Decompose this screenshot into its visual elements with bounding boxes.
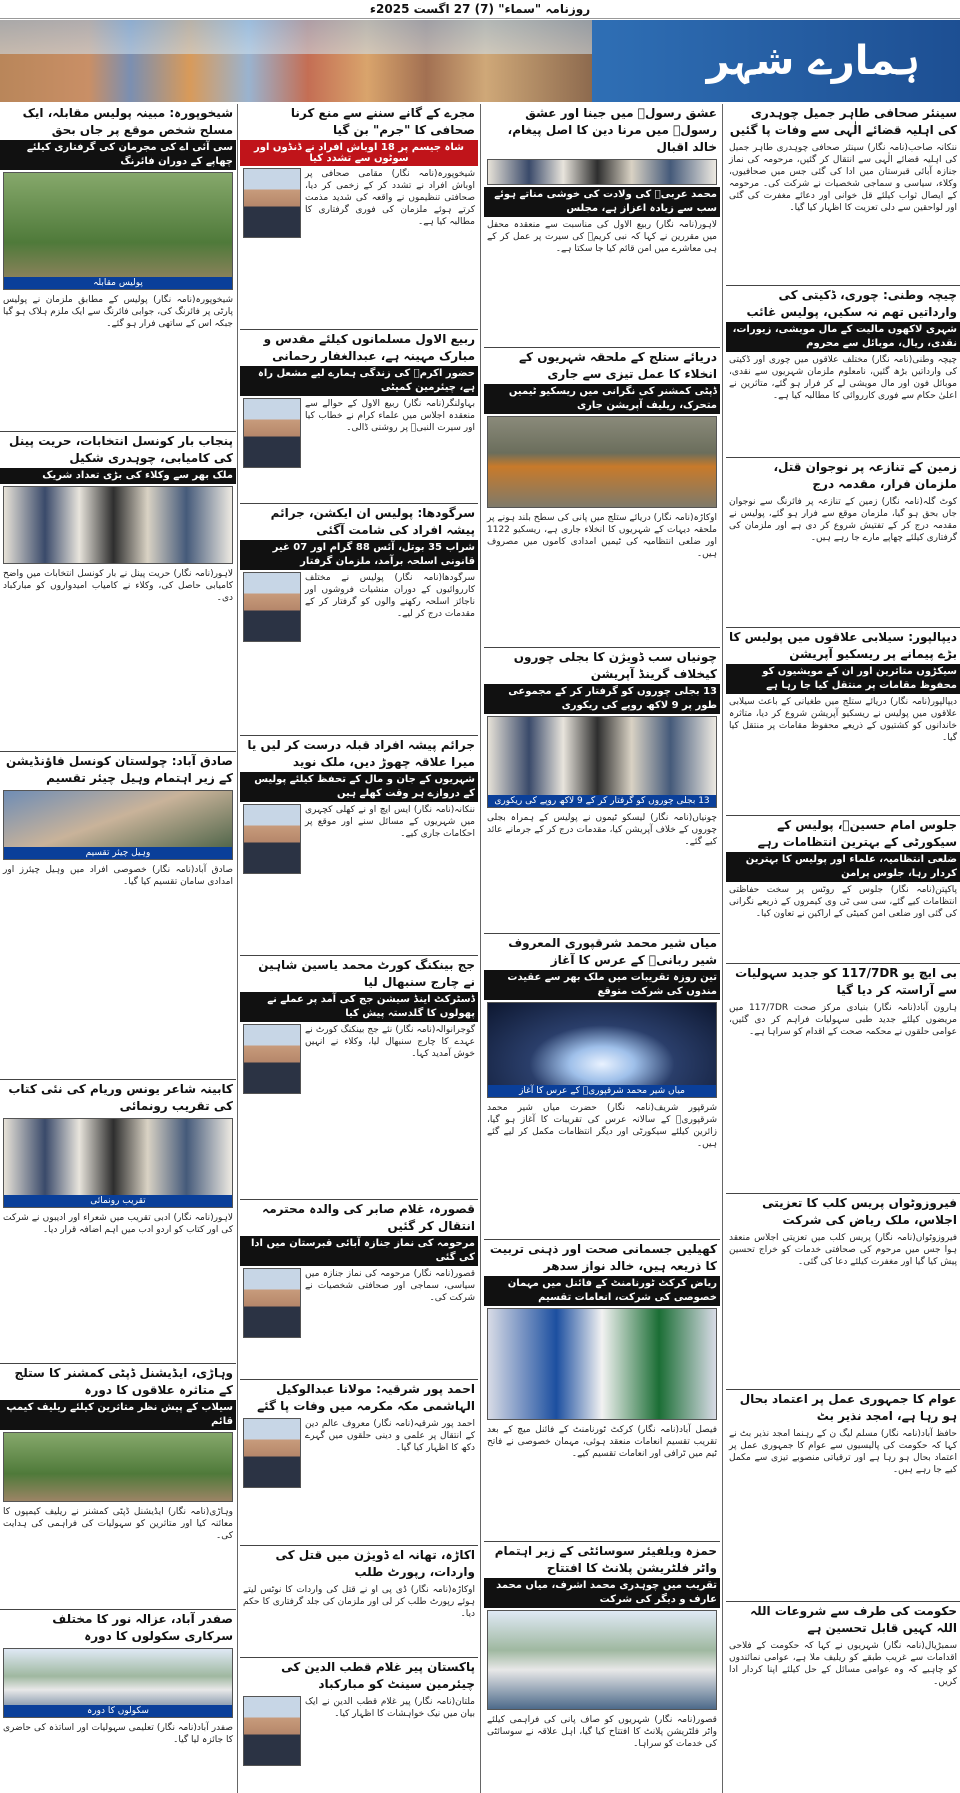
article xyxy=(484,348,720,648)
inauguration-photo xyxy=(487,1610,717,1710)
article-body: لاہور(نامہ نگار) ربیع الاول کی مناسبت سے منعقدہ محفل میں مقررین نے کہا کہ نبی کریمؐ کی سیرت پر عمل کر کے ہی معاشرے میں امن قائم کیا جا سکتا ہے۔ xyxy=(487,220,717,254)
police-photo xyxy=(3,172,233,290)
rescue-photo xyxy=(487,416,717,508)
article-body: قصور(نامہ نگار) مرحومہ کی نماز جنازہ میں سیاسی، سماجی اور صحافتی شخصیات نے شرکت کی۔ xyxy=(305,1269,475,1303)
lawyers-photo xyxy=(3,486,233,564)
headline: بی ایچ یو 117/7DR کو جدید سہولیات سے آراستہ کر دیا گیا xyxy=(735,966,957,997)
photo-caption: سکولوں کا دورہ xyxy=(4,1705,232,1717)
article-body: اوکاڑہ(نامہ نگار) دریائے ستلج میں پانی کی سطح بلند ہونے پر ملحقہ دیہات کے شہریوں کا انخلاء جاری ہے، ریسکیو 1122 اور ضلعی انتظامیہ کی ٹیمیں امدادی کاموں میں مصروف ہیں۔ xyxy=(487,513,717,559)
article xyxy=(726,1194,960,1390)
person-portrait xyxy=(243,804,301,874)
article xyxy=(240,1200,478,1380)
article xyxy=(240,736,478,956)
columns xyxy=(0,104,960,1793)
subheadline: ڈپٹی کمشنر کی نگرانی میں ریسکیو ٹیمیں متحرک، ریلیف آپریشن جاری xyxy=(484,384,720,414)
headline: مجرے کے گانے سننے سے منع کرنا صحافی کا "جرم" بن گیا xyxy=(290,106,475,137)
event-photo xyxy=(487,159,717,185)
subheadline: سیکڑوں متاثرین اور ان کے مویشیوں کو محفوظ مقامات پر منتقل کیا جا رہا ہے xyxy=(726,664,960,694)
section-title: ہمارے شہر xyxy=(592,20,960,102)
article xyxy=(484,104,720,348)
article-body: دیپالپور(نامہ نگار) دریائے ستلج میں طغیانی کے باعث سیلابی علاقوں میں پولیس نے ریسکیو آپریشن شروع کر دیا، متاثرہ خاندانوں کو کشتیوں کے ذریعے محفوظ مقامات پر منتقل کیا گیا۔ xyxy=(729,697,957,743)
photo-caption: تقریب رونمائی xyxy=(4,1195,232,1207)
headline: سرگودھا: پولیس ان ایکشن، جرائم پیشہ افراد کی شامت آگئی xyxy=(270,506,475,537)
article xyxy=(0,752,236,1080)
article xyxy=(484,1240,720,1542)
article-body: ننکانہ(نامہ نگار) ایس ایچ او نے کھلی کچہری میں شہریوں کے مسائل سنے اور موقع پر احکامات جاری کیے۔ xyxy=(305,805,475,839)
headline: کھیلیں جسمانی صحت اور ذہنی تربیت کا ذریعہ ہیں، خالد نواز سدھر xyxy=(489,1242,717,1273)
headline: زمین کے تنازعہ پر نوجوان قتل، ملزمان فرار، مقدمہ درج xyxy=(773,460,957,491)
article xyxy=(484,1542,720,1793)
subheadline: ضلعی انتظامیہ، علماء اور پولیس کا بہترین کردار رہا، جلوس پرامن xyxy=(726,852,960,882)
school-visit-photo xyxy=(3,1648,233,1718)
headline: جج بینکنگ کورٹ محمد یاسین شاہین نے چارج سنبھال لیا xyxy=(258,958,475,989)
wheelchair-photo xyxy=(3,790,233,860)
subheadline: محمد عربیؐ کی ولادت کی خوشی مناتے ہوئے سب سے زیادہ اعزاز ہے، مجلس xyxy=(484,187,720,217)
headline: پنجاب بار کونسل انتخابات، حریت پینل کی کامیابی، چوہدری شکیل xyxy=(9,434,233,465)
headline: پاکستان پیر غلام قطب الدین کی چیئرمین سینٹ کو مبارکباد xyxy=(281,1660,475,1691)
book-launch-photo xyxy=(3,1118,233,1208)
article-body: لاہور(نامہ نگار) حریت پینل نے بار کونسل انتخابات میں واضح کامیابی حاصل کی، وکلاء نے کامیاب امیدواروں کو مبارکباد دی۔ xyxy=(3,569,233,603)
headline: سینئر صحافی طاہر جمیل چوہدری کی اہلیہ قضائے الٰہی سے وفات پا گئیں xyxy=(729,106,957,137)
photo-caption: میاں شیر محمد شرقپوریؒ کے عرس کا آغاز xyxy=(488,1085,716,1097)
article xyxy=(0,104,236,432)
headline: قصورہ، غلام صابر کی والدہ محترمہ انتقال کر گئیں xyxy=(262,1202,475,1233)
headline: دیپالپور: سیلابی علاقوں میں پولیس کا بڑے پیمانے پر ریسکیو آپریشن xyxy=(729,630,957,661)
headline: صادق آباد: چولستان کونسل فاؤنڈیشن کے زیر اہتمام وہیل چیئر تقسیم xyxy=(5,754,233,785)
article xyxy=(726,1602,960,1793)
subheadline: شاہ جیسم پر 18 اوباش افراد نے ڈنڈوں اور سوٹوں سے تشدد کیا xyxy=(240,140,478,166)
article xyxy=(726,628,960,816)
headline: اکاڑہ، تھانہ اے ڈویژن میں قتل کی واردات، رپورٹ طلب xyxy=(275,1548,475,1579)
article xyxy=(240,504,478,736)
article xyxy=(240,1658,478,1793)
article-body: شیخوپورہ(نامہ نگار) مقامی صحافی پر اوباش افراد نے تشدد کر کے زخمی کر دیا، صحافتی تنظیموں نے واقعہ کی شدید مذمت کرتے ہوئے ملزمان کی فوری گرفتاری کا مطالبہ کیا ہے۔ xyxy=(305,169,475,227)
headline: ربیع الاول مسلمانوں کیلئے مقدس و مبارک مہینہ ہے، عبدالغفار رحمانی xyxy=(263,332,475,363)
article-body: قصور(نامہ نگار) شہریوں کو صاف پانی کی فراہمی کیلئے واٹر فلٹریشن پلانٹ کا افتتاح کیا گیا، اہل علاقہ نے سوسائٹی کی خدمات کو سراہا۔ xyxy=(487,1715,717,1749)
article-body: فیروزوٹواں(نامہ نگار) پریس کلب میں تعزیتی اجلاس منعقد ہوا جس میں مرحوم کی صحافتی خدمات کو خراج تحسین پیش کیا گیا اور مغفرت کیلئے دعا کی گئی۔ xyxy=(729,1233,957,1267)
subheadline: ملک بھر سے وکلاء کی بڑی تعداد شریک xyxy=(0,468,236,484)
banner xyxy=(0,20,960,102)
banner-city-photos xyxy=(0,20,592,102)
article-body: چونیاں(نامہ نگار) لیسکو ٹیموں نے پولیس کے ہمراہ بجلی چوروں کے خلاف آپریشن کیا، مقدمات درج کر کے جرمانے عائد کیے گئے۔ xyxy=(487,813,717,847)
subheadline: ڈسٹرکٹ اینڈ سیشن جج کی آمد پر عملے نے پھولوں کا گلدستہ پیش کیا xyxy=(240,992,478,1022)
article xyxy=(240,104,478,330)
article-body: اوکاڑہ(نامہ نگار) ڈی پی او نے قتل کی واردات کا نوٹس لیتے ہوئے رپورٹ طلب کر لی اور ملزمان کی جلد گرفتاری کا حکم دیا۔ xyxy=(243,1585,475,1619)
article-body: سمبڑیال(نامہ نگار) شہریوں نے کہا کہ حکومت کے فلاحی اقدامات سے غریب طبقے کو ریلیف ملا ہے، عوامی نمائندوں کو چاہیے کہ وہ عوامی مسائل کے حل کیلئے اپنا کردار ادا کریں۔ xyxy=(729,1641,957,1687)
column-4 xyxy=(0,104,236,1793)
subheadline: شہریوں کے جان و مال کے تحفظ کیلئے پولیس کے دروازے ہر وقت کھلے ہیں xyxy=(240,772,478,802)
headline: حکومت کی طرف سے شروعات اللہ اللہ کہیں قابل تحسین ہے xyxy=(750,1604,957,1635)
article xyxy=(0,1610,236,1793)
article xyxy=(726,286,960,458)
headline: عوام کا جمہوری عمل پر اعتماد بحال ہو رہا ہے، امجد نذیر بٹ xyxy=(739,1392,957,1423)
article xyxy=(726,964,960,1194)
headline: جرائم پیشہ افراد قبلہ درست کر لیں یا میرا علاقہ چھوڑ دیں، ملک نوید xyxy=(247,738,475,769)
article xyxy=(726,816,960,964)
article xyxy=(240,1546,478,1658)
person-portrait xyxy=(243,1418,301,1488)
date-line: روزنامہ "سماء" (7) 27 اگست 2025ء xyxy=(0,0,960,19)
subheadline: سی آئی اے کی مجرمان کی گرفتاری کیلئے چھاپے کے دوران فائرنگ xyxy=(0,140,236,170)
headline: فیروزوٹواں پریس کلب کا تعزیتی اجلاس، ملک ریاض کی شرکت xyxy=(762,1196,957,1227)
article xyxy=(0,1364,236,1610)
article xyxy=(0,432,236,752)
person-portrait xyxy=(243,1024,301,1094)
article-body: سرگودھا(نامہ نگار) پولیس نے مختلف کارروائیوں کے دوران منشیات فروشوں اور ناجائز اسلحہ رکھنے والوں کو گرفتار کر کے مقدمات درج کر لیے۔ xyxy=(305,573,475,619)
article-body: وہاڑی(نامہ نگار) ایڈیشنل ڈپٹی کمشنر نے ریلیف کیمپوں کا معائنہ کیا اور متاثرین کو سہولیات کی فراہمی کی ہدایت کی۔ xyxy=(3,1507,233,1541)
headline: جلوس امام حسینؑ، پولیس کے سیکورٹی کے بہترین انتظامات رہے xyxy=(757,818,957,849)
flood-visit-photo xyxy=(3,1432,233,1502)
column-3 xyxy=(240,104,478,1793)
article xyxy=(484,934,720,1240)
photo-caption: 13 بجلی چوروں کو گرفتار کر کے 9 لاکھ روپے کی ریکوری xyxy=(488,795,716,807)
column-2 xyxy=(484,104,720,1793)
article xyxy=(0,1080,236,1364)
article xyxy=(726,458,960,628)
article-body: شرقپور شریف(نامہ نگار) حضرت میاں شیر محمد شرقپوریؒ کے سالانہ عرس کی تقریبات کا آغاز ہو گیا، زائرین کیلئے سیکورٹی اور دیگر انتظامات مکمل کر لیے گئے ہیں۔ xyxy=(487,1103,717,1149)
article xyxy=(726,1390,960,1602)
column-1 xyxy=(726,104,960,1793)
article xyxy=(484,648,720,934)
headline: دریائے ستلج کے ملحقہ شہریوں کے انخلاء کا عمل تیزی سے جاری xyxy=(519,350,717,381)
headline: کابینہ شاعر یونس وریام کی نئی کتاب کی تقریب رونمائی xyxy=(8,1082,233,1113)
photo-caption: پولیس مقابلہ xyxy=(4,277,232,289)
article-body: پاکپتن(نامہ نگار) جلوس کے روٹس پر سخت حفاظتی انتظامات کیے گئے، سی سی ٹی وی کیمروں کے ذریعے نگرانی کی گئی اور ضلعی امن کمیٹی کے اراکین نے تعاون کیا۔ xyxy=(729,885,957,919)
article-body: ہارون آباد(نامہ نگار) بنیادی مرکز صحت 117/7DR میں مریضوں کیلئے جدید طبی سہولیات فراہم کر دی گئیں، عوامی حلقوں نے محکمہ صحت کے اقدام کو سراہا ہے۔ xyxy=(729,1003,957,1037)
article xyxy=(726,104,960,286)
headline: چونیاں سب ڈویژن کا بجلی چوروں کیخلاف گرینڈ آپریشن xyxy=(513,650,717,681)
article-body: احمد پور شرقیہ(نامہ نگار) معروف عالم دین کے انتقال پر علمی و دینی حلقوں میں گہرے دکھ کا اظہار کیا گیا۔ xyxy=(305,1419,475,1453)
headline: صفدر آباد، عزالہ نور کا مختلف سرکاری سکولوں کا دورہ xyxy=(52,1612,233,1643)
article-body: چیچہ وطنی(نامہ نگار) مختلف علاقوں میں چوری اور ڈکیتی کی وارداتیں بڑھ گئیں، نامعلوم ملزمان شہریوں سے نقدی، موبائل فون اور مال مویشی لے کر فرار ہو گئے، متاثرین نے اعلیٰ حکام سے فوری کارروائی کا مطالبہ کیا ہے۔ xyxy=(729,355,957,401)
article-body: لاہور(نامہ نگار) ادبی تقریب میں شعراء اور ادیبوں نے شرکت کی اور کتاب کو اردو ادب میں اہم اضافہ قرار دیا۔ xyxy=(3,1213,233,1235)
article-body: فیصل آباد(نامہ نگار) کرکٹ ٹورنامنٹ کے فائنل میچ کے بعد تقریب تقسیم انعامات منعقد ہوئی، مہمان خصوصی نے فاتح ٹیم میں ٹرافی اور انعامات تقسیم کیے۔ xyxy=(487,1425,717,1459)
person-portrait xyxy=(243,168,301,238)
subheadline: حضور اکرمؐ کی زندگی ہمارے لیے مشعل راہ ہے، چیئرمین کمیٹی xyxy=(240,366,478,396)
headline: حمزہ ویلفیئر سوسائٹی کے زیر اہتمام واٹر فلٹریشن پلانٹ کا افتتاح xyxy=(494,1544,717,1575)
headline: وہاڑی، ایڈیشنل ڈپٹی کمشنر کا ستلج کے متاثرہ علاقوں کا دورہ xyxy=(14,1366,233,1397)
person-portrait xyxy=(243,572,301,642)
shrine-photo xyxy=(487,1002,717,1098)
headline: شیخوپورہ: مبینہ پولیس مقابلہ، ایک مسلح شخص موقع پر جاں بحق xyxy=(22,106,233,137)
person-portrait xyxy=(243,1268,301,1338)
article xyxy=(240,330,478,504)
article-body: بہاولنگر(نامہ نگار) ربیع الاول کے حوالے سے منعقدہ اجلاس میں علماء کرام نے خطاب کیا اور سیرت النبیؐ پر روشنی ڈالی۔ xyxy=(305,399,475,433)
subheadline: تین روزہ تقریبات میں ملک بھر سے عقیدت مندوں کی شرکت متوقع xyxy=(484,970,720,1000)
headline: چیچہ وطنی: چوری، ڈکیتی کی وارداتیں تھم نہ سکیں، پولیس غائب xyxy=(746,288,957,319)
subheadline: سیلاب کے پیش نظر متاثرین کیلئے ریلیف کیمپ قائم xyxy=(0,1400,236,1430)
subheadline: مرحومہ کی نماز جنازہ آبائی قبرستان میں ادا کی گئی xyxy=(240,1236,478,1266)
subheadline: شہری لاکھوں مالیت کے مال مویشی، زیورات، نقدی، ریال، موبائل سے محروم xyxy=(726,322,960,352)
subheadline: شراب 35 بوتل، آئس 88 گرام اور 07 غیر قانونی اسلحہ برآمد، ملزمان گرفتار xyxy=(240,540,478,570)
subheadline: ریاض کرکٹ ٹورنامنٹ کے فائنل میں مہمان خصوصی کی شرکت، انعامات تقسیم xyxy=(484,1276,720,1306)
headline: احمد پور شرقیہ: مولانا عبدالوکیل الہاشمی مکہ مکرمہ میں وفات پا گئے xyxy=(257,1382,475,1413)
headline: میاں شیر محمد شرقپوری المعروف شیر ربانیؒ کے عرس کا آغاز xyxy=(508,936,717,967)
article-body: ننکانہ صاحب(نامہ نگار) سینئر صحافی چوہدری طاہر جمیل کی اہلیہ قضائے الٰہی سے انتقال کر گئیں، مرحومہ کی نماز جنازہ آبائی قبرستان میں ادا کی گئی جس میں صحافیوں، وکلاء، سیاسی و سماجی شخصیات نے شرکت کی۔ مرحومہ کے ایصال ثواب کیلئے قل خوانی اور دعائے مغفرت کی گئی اور لواحقین سے دلی تعزیت کا اظہار کیا گیا۔ xyxy=(729,143,957,213)
article xyxy=(240,956,478,1200)
person-portrait xyxy=(243,398,301,468)
article-body: صادق آباد(نامہ نگار) خصوصی افراد میں وہیل چیئرز اور امدادی سامان تقسیم کیا گیا۔ xyxy=(3,865,233,887)
trophy-photo xyxy=(487,1308,717,1420)
article-body: حافظ آباد(نامہ نگار) مسلم لیگ ن کے رہنما امجد نذیر بٹ نے کہا کہ حکومت کی پالیسیوں سے عوام کا جمہوری عمل پر اعتماد بحال ہو رہا ہے اور ترقیاتی منصوبے تیزی سے مکمل کیے جا رہے ہیں۔ xyxy=(729,1429,957,1475)
headline: عشق رسولؐ میں جینا اور عشق رسولؐ میں مرنا دین کا اصل پیغام، خالد اقبال xyxy=(507,106,717,154)
subheadline: تقریب میں چوہدری محمد اشرف، میاں محمد عارف و دیگر کی شرکت xyxy=(484,1578,720,1608)
article-body: گوجرانوالہ(نامہ نگار) نئے جج بینکنگ کورٹ نے عہدے کا چارج سنبھال لیا، وکلاء نے انہیں خوش آمدید کہا۔ xyxy=(305,1025,475,1059)
photo-caption: وہیل چیئر تقسیم xyxy=(4,847,232,859)
article xyxy=(240,1380,478,1546)
article-body: صفدر آباد(نامہ نگار) تعلیمی سہولیات اور اساتذہ کی حاضری کا جائزہ لیا گیا۔ xyxy=(3,1723,233,1745)
article-body: ملتان(نامہ نگار) پیر غلام قطب الدین نے ایک بیان میں نیک خواہشات کا اظہار کیا۔ xyxy=(305,1697,475,1719)
subheadline: 13 بجلی چوروں کو گرفتار کر کے مجموعی طور پر 9 لاکھ روپے کی ریکوری xyxy=(484,684,720,714)
operation-photo xyxy=(487,716,717,808)
article-body: کوٹ گلہ(نامہ نگار) زمین کے تنازعہ پر فائرنگ سے نوجوان جاں بحق ہو گیا، ملزمان موقع سے فرار ہو گئے، پولیس نے مقدمہ درج کر کے تفتیش شروع کر دی ہے اور ملزمان کی گرفتاری کیلئے چھاپے مارے جا رہے ہیں۔ xyxy=(729,497,957,543)
person-portrait xyxy=(243,1696,301,1766)
article-body: شیخوپورہ(نامہ نگار) پولیس کے مطابق ملزمان نے پولیس پارٹی پر فائرنگ کی، جوابی فائرنگ سے ایک ملزم ہلاک ہو گیا جبکہ اس کے ساتھی فرار ہو گئے۔ xyxy=(3,295,233,329)
